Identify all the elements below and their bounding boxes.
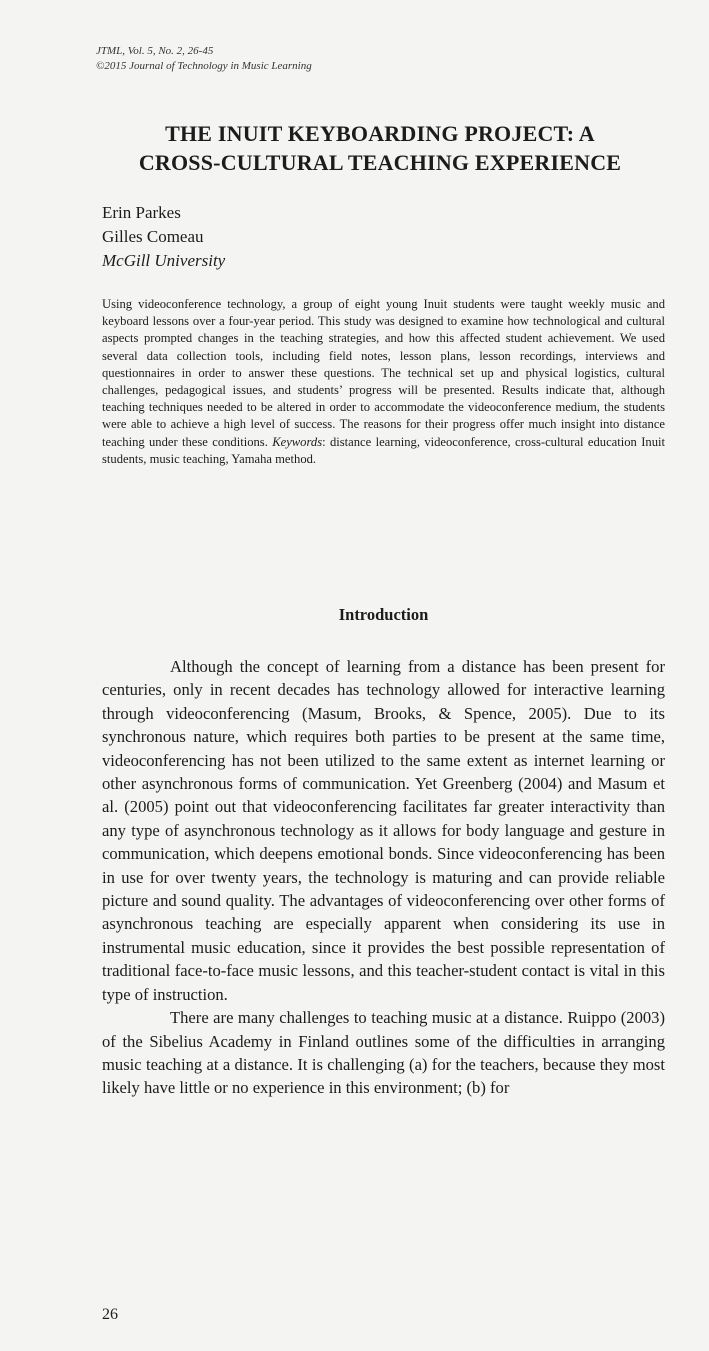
author-block (102, 201, 225, 273)
title-line-2: CROSS-CULTURAL TEACHING EXPERIENCE (138, 150, 622, 175)
journal-copyright-line: ©2015 Journal of Technology in Music Learning (96, 60, 312, 72)
title-line-1: THE INUIT KEYBOARDING PROJECT: A (165, 121, 595, 146)
journal-volume-line: JTML, Vol. 5, No. 2, 26-45 (96, 45, 214, 57)
body-text (102, 655, 665, 1100)
page-number: 26 (102, 1306, 118, 1323)
keywords-list: : distance learning, videoconference, cross-cultural education Inuit students, music teaching, Yamaha method. (102, 434, 665, 466)
author-affiliation: McGill University (102, 251, 226, 270)
author-name: Erin Parkes (102, 203, 181, 222)
keywords-label: Keywords (272, 434, 323, 449)
abstract-text: Using videoconference technology, a group of eight young Inuit students were taught weekly music and keyboard lessons over a four-year period. This study was designed to examine how technological and cultural aspects prompted changes in the teaching strategies, and how this affected student achievement. We used several data collection tools, including field notes, lesson plans, lesson recordings, interviews and questionnaires in order to answer these questions. The technical set up and physical logistics, cultural challenges, pedagogical issues, and students’ progress will be presented. Results indicate that, although teaching techniques needed to be altered in order to accommodate the videoconference medium, the students were able to achieve a high level of success. The reasons for their progress offer much insight into distance teaching under these conditions. (102, 297, 665, 449)
journal-citation (96, 44, 312, 74)
author-name: Gilles Comeau (102, 227, 204, 246)
section-heading: Introduction (338, 605, 429, 624)
abstract (102, 296, 665, 468)
paragraph: Although the concept of learning from a distance has been present for centuries, only in recent decades has technology allowed for interactive learning through videoconferencing (Masum, Brooks, & Spence, 2005). Due to its synchronous nature, which requires both parties to be present at the same time, videoconferencing has not been utilized to the same extent as internet learning or other asynchronous forms of communication. Yet Greenberg (2004) and Masum et al. (2005) point out that videoconferencing facilitates far greater interactivity than any type of asynchronous technology as it allows for body language and gesture in communication, which deepens emotional bonds. Since videoconferencing has been in use for over twenty years, the technology is maturing and can provide reliable picture and sound quality. The advantages of videoconferencing over other forms of asynchronous teaching are especially apparent when considering its use in instrumental music education, since it provides the best possible representation of traditional face-to-face music lessons, and this teacher-student contact is vital in this type of instruction. (102, 657, 665, 1004)
paragraph: There are many challenges to teaching music at a distance. Ruippo (2003) of the Sibelius Academy in Finland outlines some of the difficulties in arranging music teaching at a distance. It is challenging (a) for the teachers, because they most likely have little or no experience in this environment; (b) for (102, 1008, 665, 1098)
article-title (60, 119, 700, 177)
